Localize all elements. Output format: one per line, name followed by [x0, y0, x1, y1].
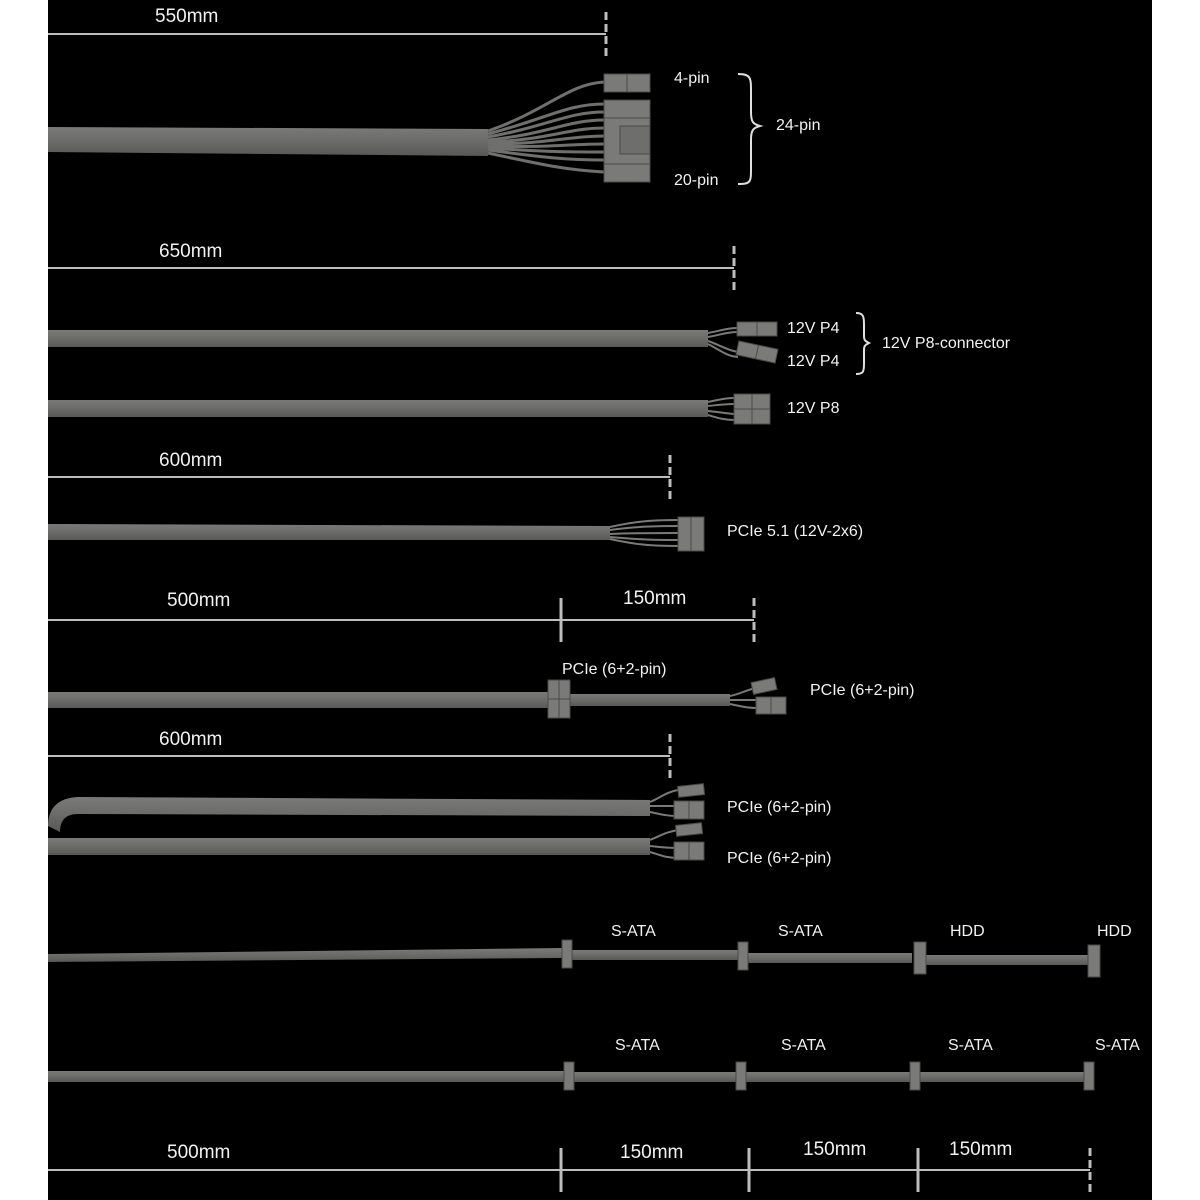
pcie-daisy-main-length: 500mm	[167, 590, 231, 611]
label-sata2-c1: S-ATA	[615, 1037, 660, 1054]
label-12v-p4-a: 12V P4	[787, 320, 840, 337]
pcie-dual-cable-b	[48, 830, 678, 858]
label-pcie-dual-a: PCIe (6+2-pin)	[727, 799, 832, 816]
pcie51-dimension	[48, 455, 670, 499]
label-sata2-c2: S-ATA	[781, 1037, 826, 1054]
label-pcie51: PCIe 5.1 (12V-2x6)	[727, 523, 864, 540]
sata-connector	[564, 1062, 574, 1090]
label-sata1-c3: HDD	[950, 923, 985, 940]
pcie51-length: 600mm	[159, 450, 223, 471]
pcie51-connector	[678, 517, 704, 551]
label-pcie-daisy-end: PCIe (6+2-pin)	[810, 682, 915, 699]
sata-seg4-length: 150mm	[949, 1139, 1013, 1160]
label-sata1-c1: S-ATA	[611, 923, 656, 940]
pcie-dual-cable-a	[48, 790, 678, 832]
atx-4pin-connector	[604, 74, 650, 92]
sata-seg3-length: 150mm	[803, 1139, 867, 1160]
atx-length: 550mm	[155, 6, 219, 27]
pcie-daisy-ext-length: 150mm	[623, 588, 687, 609]
cpu-p4-connector-b	[736, 341, 778, 363]
pcie-dual-connector-b	[674, 823, 704, 860]
pcie51-cable	[48, 520, 678, 546]
label-20pin: 20-pin	[674, 172, 719, 189]
diagram-frame	[48, 0, 1152, 1200]
cpu-p4-connector-a	[737, 322, 777, 336]
cpu-dimension	[48, 246, 734, 290]
cpu-p8-connector	[734, 394, 770, 424]
atx-20pin-connector	[604, 100, 650, 182]
label-24pin: 24-pin	[776, 117, 821, 134]
label-sata1-c2: S-ATA	[778, 923, 823, 940]
pcie-daisy-end-connector	[751, 678, 786, 714]
label-sata2-c4: S-ATA	[1095, 1037, 1140, 1054]
label-sata1-c4: HDD	[1097, 923, 1132, 940]
label-sata2-c3: S-ATA	[948, 1037, 993, 1054]
sata-connector	[736, 1062, 746, 1090]
sata-connector	[738, 942, 748, 970]
sata-connector	[910, 1062, 920, 1090]
pcie-daisy-cable	[48, 688, 756, 708]
bracket-p8-connector	[856, 313, 869, 374]
atx-dimension	[48, 12, 606, 56]
sata-seg2-length: 150mm	[620, 1142, 684, 1163]
sata-connector	[1084, 1062, 1094, 1090]
atx-cable	[48, 82, 604, 172]
bracket-24pin	[738, 74, 760, 184]
label-4pin: 4-pin	[674, 70, 710, 87]
pcie-dual-length: 600mm	[159, 729, 223, 750]
cpu-length: 650mm	[159, 241, 223, 262]
hdd-connector	[914, 942, 926, 974]
label-pcie-dual-b: PCIe (6+2-pin)	[727, 850, 832, 867]
label-12v-p8-connector: 12V P8-connector	[882, 335, 1011, 352]
pcie-dual-connector-a	[674, 784, 705, 819]
sata-seg1-length: 500mm	[167, 1142, 231, 1163]
pcie-dual-dimension	[48, 734, 670, 778]
label-pcie-daisy-mid: PCIe (6+2-pin)	[562, 661, 667, 678]
hdd-connector	[1088, 945, 1100, 977]
label-12v-p4-b: 12V P4	[787, 353, 840, 370]
pcie-daisy-mid-connector	[548, 680, 570, 718]
cable-diagram	[48, 0, 1152, 1200]
sata-connector	[562, 940, 572, 968]
cpu-p4-cable	[48, 328, 738, 357]
label-12v-p8: 12V P8	[787, 400, 840, 417]
cpu-p8-cable	[48, 398, 734, 420]
